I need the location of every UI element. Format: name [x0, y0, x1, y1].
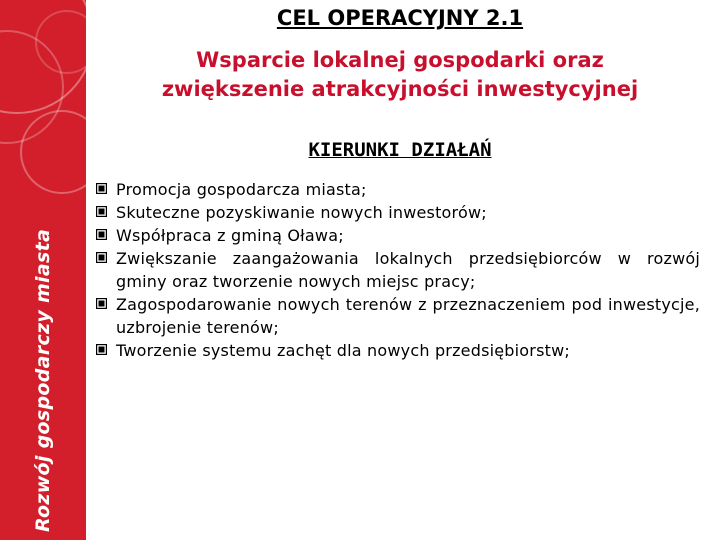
page-title-text: CEL OPERACYJNY 2.1 — [276, 6, 524, 30]
checkbox-bullet-icon — [96, 183, 107, 194]
list-item — [96, 201, 700, 224]
list-item — [96, 293, 700, 339]
list-item-text: Skuteczne pozyskiwanie nowych inwestorów; — [116, 203, 487, 222]
sidebar-panel — [0, 0, 86, 540]
checkbox-bullet-icon — [96, 252, 107, 263]
list-item — [96, 224, 700, 247]
list-item-text: Zagospodarowanie nowych terenów z przeznaczeniem pod inwestycje, uzbrojenie terenów; — [116, 295, 700, 337]
page-title — [100, 6, 700, 30]
list-item — [96, 247, 700, 293]
subtitle-line-1: Wsparcie lokalnej gospodarki oraz — [196, 48, 604, 72]
list-item-text: Promocja gospodarcza miasta; — [116, 180, 367, 199]
section-heading-text: KIERUNKI DZIAŁAŃ — [308, 139, 492, 161]
section-heading — [100, 139, 700, 161]
checkbox-bullet-icon — [96, 344, 107, 355]
checkbox-bullet-icon — [96, 206, 107, 217]
list-item-text: Zwiększanie zaangażowania lokalnych przedsiębiorców w rozwój gminy oraz tworzenie nowych miejsc pracy; — [116, 249, 700, 291]
list-item — [96, 339, 700, 362]
subtitle-line-2: zwiększenie atrakcyjności inwestycyjnej — [161, 77, 639, 101]
list-item-text: Współpraca z gminą Oława; — [116, 226, 344, 245]
checkbox-bullet-icon — [96, 229, 107, 240]
list-item — [96, 178, 700, 201]
sidebar-label-container — [0, 202, 86, 532]
actions-list — [96, 178, 700, 362]
sidebar-vertical-label: Rozwój gospodarczy miasta — [32, 228, 54, 532]
checkbox-bullet-icon — [96, 298, 107, 309]
list-item-text: Tworzenie systemu zachęt dla nowych przedsiębiorstw; — [116, 341, 570, 360]
page-subtitle — [100, 46, 700, 104]
